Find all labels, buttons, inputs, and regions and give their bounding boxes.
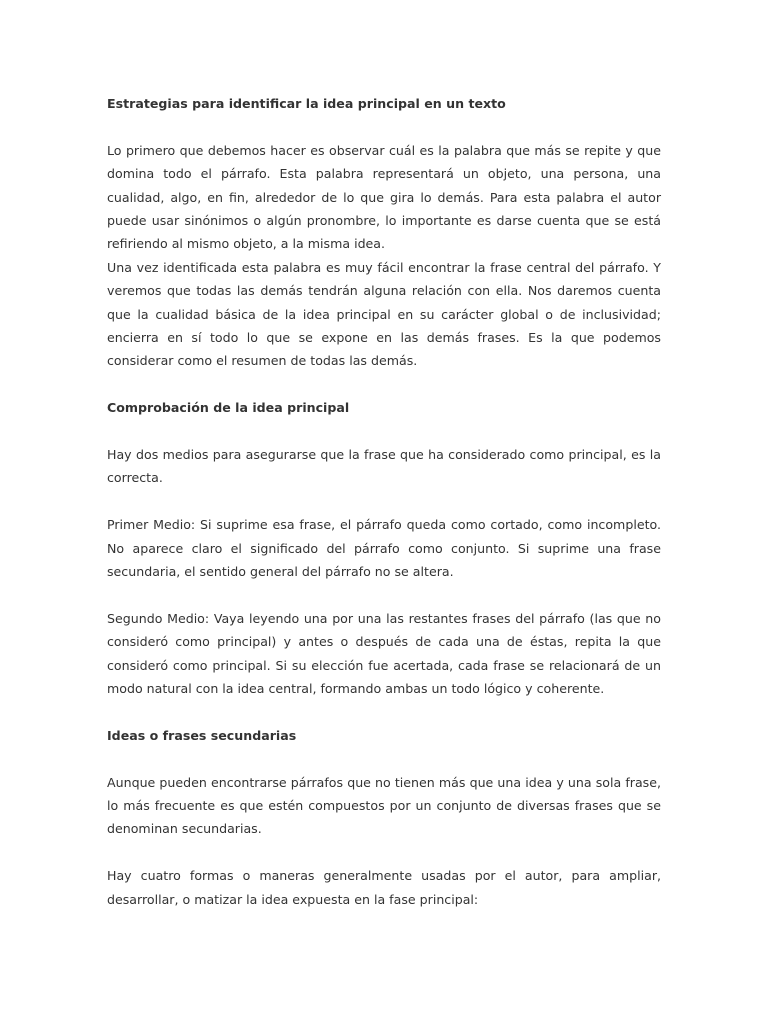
section-2-paragraph-3: Segundo Medio: Vaya leyendo una por una las restantes frases del párrafo (las que no consideró como principal) y antes o después de cada una de éstas, repita la que consideró como principal. Si su elección fue acertada, cada frase se relacionará de un modo natural con la idea central, formando ambas un todo lógico y coherente. xyxy=(107,610,661,697)
document-body xyxy=(107,92,661,911)
section-3-paragraph-1: Aunque pueden encontrarse párrafos que no tienen más que una idea y una sola frase, lo más frecuente es que estén compuestos por un conjunto de diversas frases que se denominan secundarias. xyxy=(107,774,661,837)
section-heading-comprobacion: Comprobación de la idea principal xyxy=(107,400,350,416)
section-2-paragraph-1: Hay dos medios para asegurarse que la frase que ha considerado como principal, es la correcta. xyxy=(107,447,661,486)
section-2-paragraph-2: Primer Medio: Si suprime esa frase, el párrafo queda como cortado, como incompleto. No aparece claro el significado del párrafo como conjunto. Si suprime una frase secundaria, el sentido general del párrafo no se altera. xyxy=(107,517,661,580)
document-title: Estrategias para identificar la idea principal en un texto xyxy=(107,96,506,111)
section-heading-ideas-secundarias: Ideas o frases secundarias xyxy=(107,727,297,743)
intro-paragraph-1: Lo primero que debemos hacer es observar cuál es la palabra que más se repite y que domina todo el párrafo. Esta palabra representará un objeto, una persona, una cualidad, algo, en fin, alrededor de lo que gira lo demás. Para esta palabra el autor puede usar sinónimos o algún pronombre, lo importante es darse cuenta que se está refiriendo al mismo objeto, a la misma idea. xyxy=(107,142,661,252)
intro-paragraph-2: Una vez identificada esta palabra es muy fácil encontrar la frase central del párrafo. Y veremos que todas las demás tendrán alguna relación con ella. Nos daremos cuenta que la cualidad básica de la idea principal en su carácter global o de inclusividad; encierra en sí todo lo que se expone en las demás frases. Es la que podemos considerar como el resumen de todas las demás. xyxy=(107,259,661,369)
section-3-paragraph-2: Hay cuatro formas o maneras generalmente usadas por el autor, para ampliar, desarrollar, o matizar la idea expuesta en la fase principal: xyxy=(107,868,661,907)
